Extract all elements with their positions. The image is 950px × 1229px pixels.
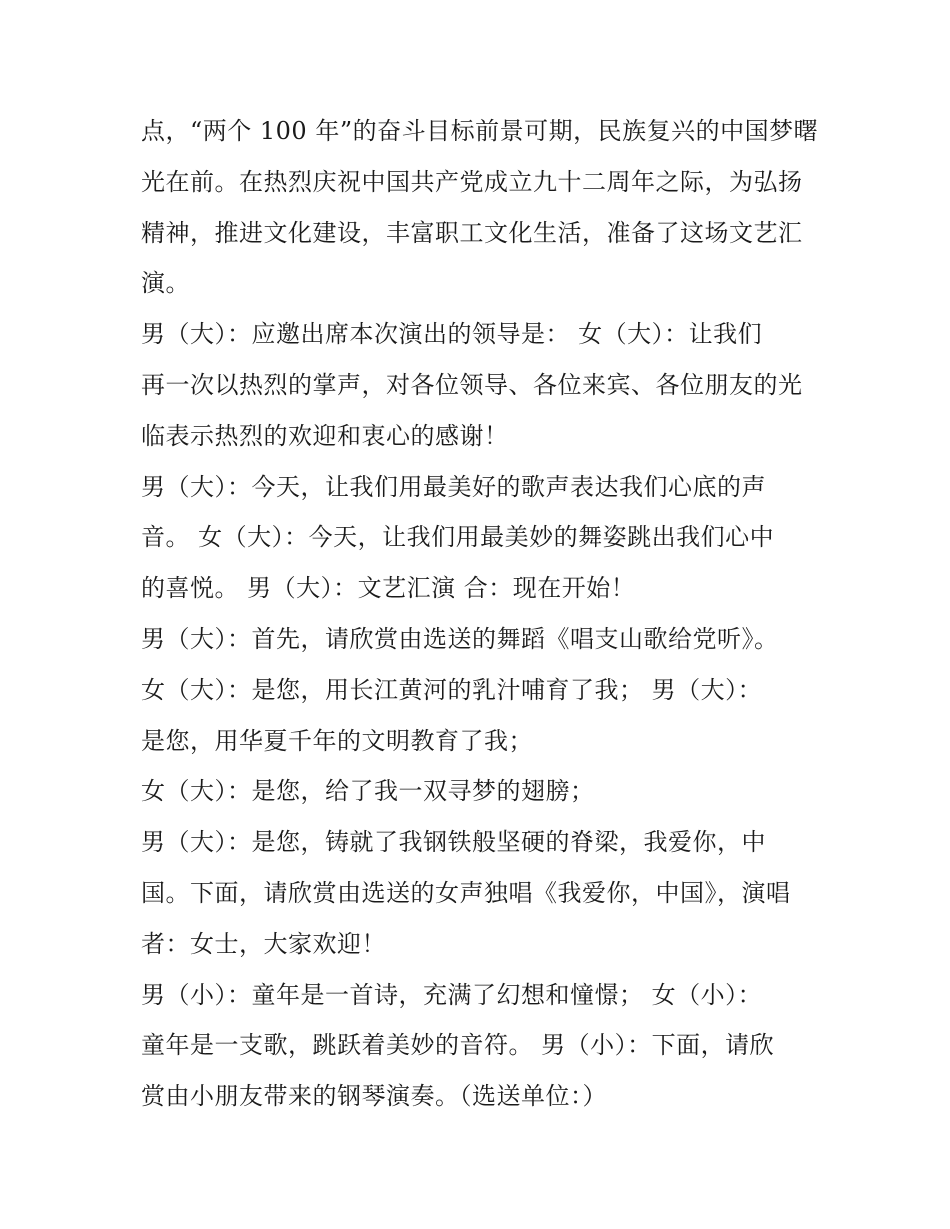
text-line: 临表示热烈的欢迎和衷心的感谢！ (141, 421, 509, 450)
text-line: 童年是一支歌，跳跃着美妙的音符。 男（小）：下面，请欣 (141, 1031, 775, 1060)
text-line: 再一次以热烈的掌声，对各位领导、各位来宾、各位朋友的光 (141, 370, 803, 399)
text-line: 男（小）：童年是一首诗，充满了幻想和憧憬； 女（小）： (141, 980, 763, 1009)
text-line: 点，“两个 100 年”的奋斗目标前景可期，民族复兴的中国梦曙 (141, 117, 819, 145)
text-line: 的喜悦。 男（大）：文艺汇演 合：现在开始！ (141, 574, 636, 603)
text-line: 是您，用华夏千年的文明教育了我； (141, 726, 533, 755)
text-line: 赏由小朋友带来的钢琴演奏。（选送单位：） (141, 1082, 607, 1111)
text-line: 光在前。在热烈庆祝中国共产党成立九十二周年之际，为弘扬 (141, 167, 803, 196)
document-body (141, 106, 819, 1122)
text-line: 演。 (141, 269, 190, 298)
text-line: 国。下面，请欣赏由选送的女声独唱《我爱你，中国》，演唱 (141, 878, 791, 907)
text-line: 者：女士，大家欢迎！ (141, 929, 386, 958)
text-line: 女（大）：是您，给了我一双寻梦的翅膀； (141, 777, 595, 806)
text-line: 男（大）：应邀出席本次演出的领导是： 女（大）：让我们 (141, 320, 763, 349)
text-line: 音。 女（大）：今天，让我们用最美妙的舞姿跳出我们心中 (141, 523, 775, 552)
text-line: 男（大）：首先，请欣赏由选送的舞蹈《唱支山歌给党听》。 (141, 624, 779, 653)
text-line: 精神，推进文化建设，丰富职工文化生活，准备了这场文艺汇 (141, 218, 803, 247)
text-line: 男（大）：今天，让我们用最美好的歌声表达我们心底的声 (141, 472, 766, 501)
text-line: 男（大）：是您，铸就了我钢铁般坚硬的脊梁，我爱你，中 (141, 828, 766, 857)
text-line: 女（大）：是您，用长江黄河的乳汁哺育了我； 男（大）： (141, 675, 763, 704)
